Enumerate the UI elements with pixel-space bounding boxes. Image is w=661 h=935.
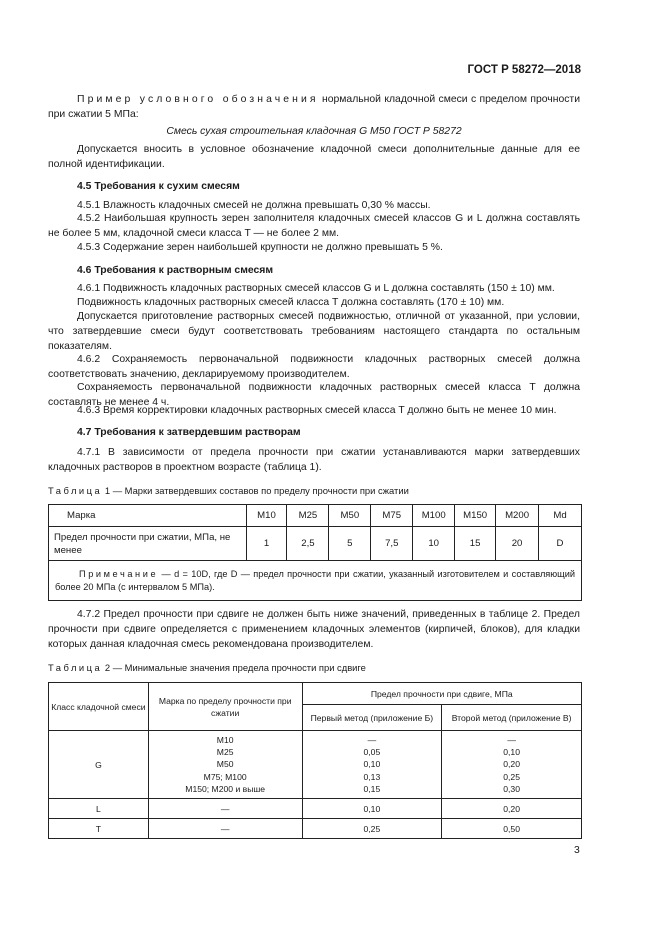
example-note: Допускается вносить в условное обозначение кладочной смеси дополнительные данные для ее полной идентификации.	[48, 144, 580, 170]
page-number: 3	[574, 845, 580, 856]
para-4-6-1b: Подвижность кладочных растворных смесей класса T должна составлять (170 ± 10) мм.	[77, 297, 505, 308]
table1-note: Примечание — d = 10D, где D — предел прочности при сжатии, указанный изготовителем и составляющий более 20 МПа (с интервалом 5 МПа).	[49, 561, 582, 601]
table1-value: 1	[246, 527, 287, 561]
standard-header: ГОСТ Р 58272—2018	[467, 64, 581, 76]
table2-head-strength: Предел прочности при сдвиге, МПа	[302, 683, 581, 705]
table2-marks-cell: M10 M25 M50 M75; M100 M150; M200 и выше	[148, 731, 302, 799]
section-4-5-title: 4.5 Требования к сухим смесям	[77, 181, 240, 192]
table2-class-cell: T	[49, 819, 149, 839]
table1	[48, 504, 582, 601]
para-4-5-2: 4.5.2 Наибольшая крупность зерен заполнителя кладочных смесей классов G и L должна составлять не более 5 мм, кладочной смеси класса T — не более 2 мм.	[48, 213, 580, 239]
table1-mark: M50	[329, 505, 371, 527]
table2-header-row-1	[49, 683, 582, 705]
table1-value: 15	[455, 527, 496, 561]
table1-value: D	[539, 527, 582, 561]
table2-class-cell: G	[49, 731, 149, 799]
table1-value: 2,5	[287, 527, 329, 561]
table1-note-row	[49, 561, 582, 601]
example-label: Пример условного обозначения	[77, 94, 319, 105]
table1-mark: M100	[413, 505, 455, 527]
table2-first-cell: — 0,05 0,10 0,13 0,15	[302, 731, 442, 799]
table2-second-cell: 0,50	[442, 819, 582, 839]
para-4-5-1: 4.5.1 Влажность кладочных смесей не должна превышать 0,30 % массы.	[77, 200, 431, 211]
section-4-7-title: 4.7 Требования к затвердевшим растворам	[77, 427, 301, 438]
table2-head-mark: Марка по пределу прочности при сжатии	[148, 683, 302, 731]
table2-row-t	[49, 819, 582, 839]
table2-row-l	[49, 799, 582, 819]
table2-first-cell: 0,25	[302, 819, 442, 839]
table1-values-row	[49, 527, 582, 561]
table2-head-second: Второй метод (приложение В)	[442, 705, 582, 731]
table2-head-first: Первый метод (приложение Б)	[302, 705, 442, 731]
table1-mark: Md	[539, 505, 582, 527]
para-4-6-3: 4.6.3 Время корректировки кладочных растворных смесей класса T должно быть не менее 10 мин.	[77, 405, 557, 416]
para-4-6-2b: Сохраняемость первоначальной подвижности кладочных растворных смесей класса T должна составлять не менее 4 ч.	[48, 382, 580, 408]
para-4-7-1: 4.7.1 В зависимости от предела прочности при сжатии устанавливаются марки затвердевших кладочных растворов в проектном возрасте (таблица 1).	[48, 447, 580, 473]
para-4-5-3: 4.5.3 Содержание зерен наибольшей крупности не должно превышать 5 %.	[77, 242, 443, 253]
para-4-7-2: 4.7.2 Предел прочности при сдвиге не должен быть ниже значений, приведенных в таблице 2. Предел прочности при сдвиге определяется с применением кладочных элементов (кирпичей, блоков), для кладки которых данная кладочная смесь рекомендована производителем.	[48, 609, 580, 650]
table1-mark: M200	[496, 505, 539, 527]
example-paragraph	[48, 92, 580, 122]
para-4-6-2: 4.6.2 Сохраняемость первоначальной подвижности кладочных растворных смесей должна соответствовать значению, декларируемому производителем.	[48, 354, 580, 380]
table1-mark: M10	[246, 505, 287, 527]
section-4-6-title: 4.6 Требования к растворным смесям	[77, 265, 274, 276]
table1-mark: M25	[287, 505, 329, 527]
table2-second-cell: — 0,10 0,20 0,25 0,30	[442, 731, 582, 799]
table1-marks-row	[49, 505, 582, 527]
table1-value: 5	[329, 527, 371, 561]
table2-marks-cell: —	[148, 799, 302, 819]
example-designation: Смесь сухая строительная кладочная G M50 ГОСТ Р 58272	[166, 126, 462, 137]
para-4-6-1: 4.6.1 Подвижность кладочных растворных смесей классов G и L должна составлять (150 ± 10) мм.	[77, 283, 555, 294]
para-4-6-1c: Допускается приготовление растворных смесей подвижностью, отличной от указанной, при условии, что затвердевшие смеси будут соответствовать требованиям настоящего стандарта по остальным показателям.	[48, 311, 580, 352]
table1-mark: M75	[371, 505, 413, 527]
table2	[48, 682, 582, 839]
table2-row-g	[49, 731, 582, 799]
table1-caption: Таблица 1 — Марки затвердевших составов по пределу прочности при сжатии	[48, 485, 409, 496]
table2-marks-cell: —	[148, 819, 302, 839]
table1-value: 20	[496, 527, 539, 561]
table1-row1-head: Марка	[49, 505, 247, 527]
table1-mark: M150	[455, 505, 496, 527]
table2-class-cell: L	[49, 799, 149, 819]
table2-second-cell: 0,20	[442, 799, 582, 819]
table2-first-cell: 0,10	[302, 799, 442, 819]
table1-value: 10	[413, 527, 455, 561]
example-text: нормальной кладочной смеси с пределом прочности при сжатии 5 МПа:	[48, 94, 581, 120]
table1-row2-head: Предел прочности при сжатии, МПа, не менее	[49, 527, 247, 561]
table2-head-class: Класс кладочной смеси	[49, 683, 149, 731]
table1-value: 7,5	[371, 527, 413, 561]
table2-caption: Таблица 2 — Минимальные значения предела прочности при сдвиге	[48, 662, 366, 673]
